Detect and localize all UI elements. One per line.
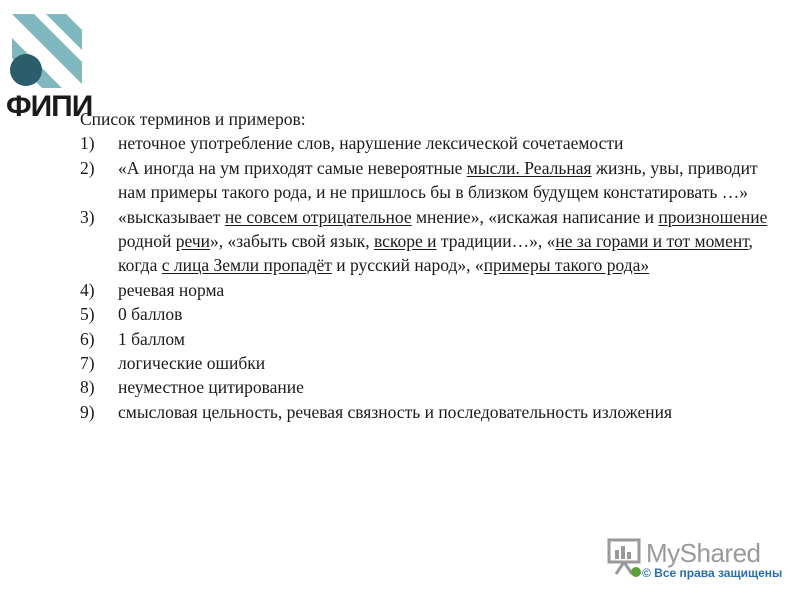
text-run: », «забыть свой язык, [210,231,374,252]
text-run: традиции…», « [436,231,556,252]
text-run: мнение», «искажая написание и [411,206,659,227]
list-item-text [118,402,672,422]
text-run: смысловая цельность, речевая связность и последовательность изложения [118,401,673,422]
watermark-brand: MyShared [646,538,761,568]
underlined-phrase: примеры такого рода» [483,255,650,276]
list-item-text [118,304,182,324]
text-run: 0 баллов [118,304,183,325]
watermark-rights: © Все права защищены [642,566,783,580]
underlined-phrase: речи [175,231,211,252]
terms-content [80,107,770,424]
list-item [80,400,770,424]
list-item [80,156,770,205]
underlined-phrase: мысли. Реальная [466,157,592,178]
underlined-phrase: не за горами и тот момент [555,231,749,252]
list-item-text [118,207,767,276]
list-item [80,278,770,302]
list-item-number: 1) [80,133,95,154]
list-item-number: 3) [80,206,95,227]
underlined-phrase: с лица Земли пропадёт [161,255,332,276]
list-item-text [118,353,265,373]
list-item-number: 4) [80,279,95,300]
underlined-phrase: не совсем отрицательное [224,206,412,227]
list-item-number: 6) [80,328,95,349]
list-item-text [118,329,185,349]
list-heading: Список терминов и примеров: [80,109,306,129]
list-item-number: 5) [80,304,95,325]
text-run: неуместное цитирование [118,377,304,398]
list-item-number: 2) [80,157,95,178]
logo-circle-icon [10,54,42,86]
list-item-text [118,158,758,202]
text-run: , когда [118,231,753,276]
list-item [80,205,770,278]
list-item-number: 9) [80,401,95,422]
fipi-logo-graphic [0,0,86,92]
text-run: 1 баллом [118,328,185,349]
list-item-text [118,133,623,153]
list-item [80,351,770,375]
list-item-number: 8) [80,377,95,398]
text-run: логические ошибки [118,353,266,374]
text-run: и русский народ», « [331,255,484,276]
text-run: жизнь, увы, приводит нам примеры такого рода, и не пришлось бы в близком будущем констатировать …» [118,157,758,203]
list-item [80,375,770,399]
underlined-phrase: вскоре и [373,231,437,252]
text-run: «А иногда на ум приходят самые невероятные [118,157,467,178]
list-item-text [118,377,304,397]
terms-list [80,131,770,424]
text-run: неточное употребление слов, нарушение лексической сочетаемости [118,133,624,154]
underlined-phrase: произношение [658,206,768,227]
list-item [80,131,770,155]
fipi-logo [0,0,93,125]
text-run: речевая норма [118,279,225,300]
text-run: «высказывает [118,206,225,227]
text-run: родной [118,231,176,252]
list-item [80,327,770,351]
presentation-board-icon [606,536,644,578]
myshared-watermark [606,536,796,596]
list-item [80,302,770,326]
list-item-number: 7) [80,353,95,374]
logo-text: ФИПИ [6,90,93,123]
list-item-text [118,280,224,300]
